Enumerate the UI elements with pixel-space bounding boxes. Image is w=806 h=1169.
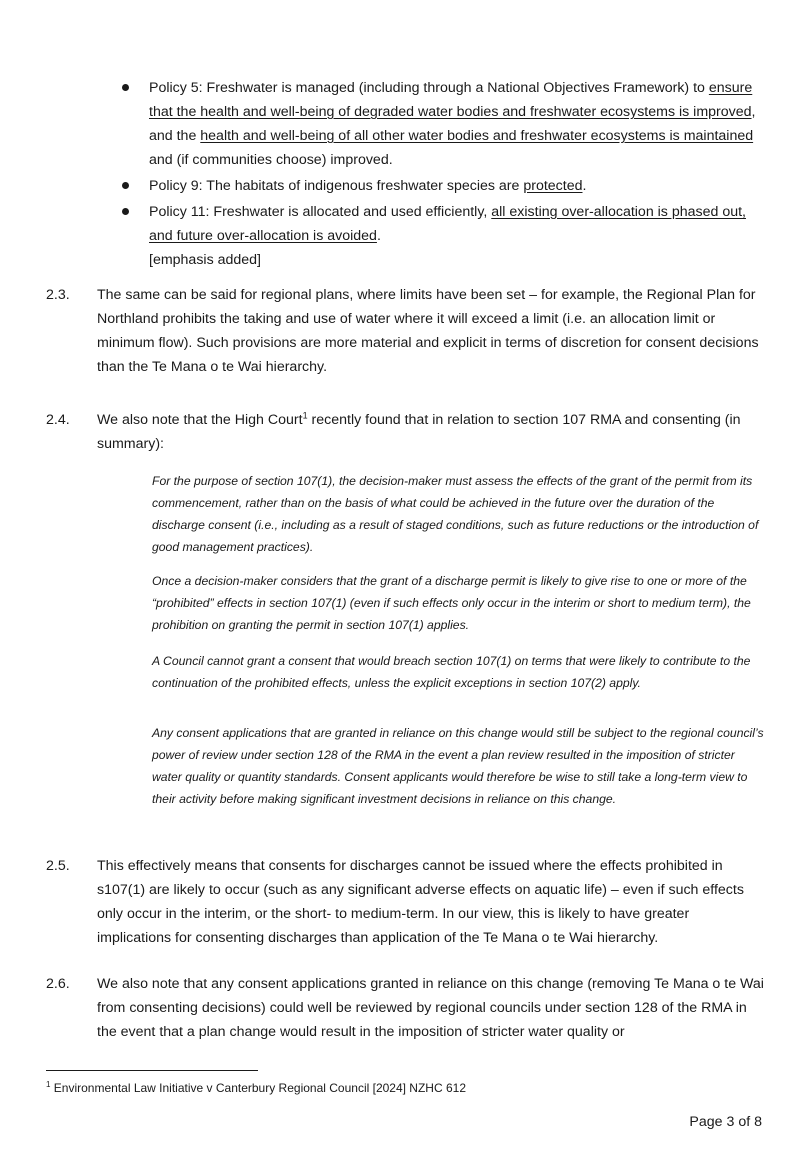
- policy-5-underlined-2: health and well-being of all other water bodies and freshwater ecosystems is maintained: [200, 128, 754, 144]
- quote-text: Any consent applications that are granted in reliance on this change would still be subject to the regional council’s power of review under section 128 of the RMA in the event a plan review resulted in the imposition of stricter water quality or quantity standards. Consent applicants would therefore be wise to still take a long-term view to their activity before making significant investment decisions in reliance on this change.: [152, 726, 764, 806]
- paragraph-2-3: [46, 283, 766, 379]
- emphasis-note: [emphasis added]: [149, 252, 261, 268]
- quote-paragraph-3: [152, 650, 764, 694]
- paragraph-text: [97, 408, 766, 456]
- paragraph-text: We also note that any consent applications granted in reliance on this change (removing Te Mana o te Wai from consenting decisions) could well be reviewed by regional councils under section 128 of the RMA in the event that a plan change would result in the imposition of stricter water quality or: [97, 976, 764, 1040]
- quote-paragraph-2: [152, 570, 764, 636]
- paragraph-text: This effectively means that consents for discharges cannot be issued where the effects prohibited in s107(1) are likely to occur (such as any significant adverse effects on aquatic life) – even if such effects only occur in the interim, or the short- to medium-term. In our view, this is likely to have greater implications for consenting discharges than application of the Te Mana o te Wai hierarchy.: [97, 858, 744, 946]
- paragraph-2-6: [46, 972, 766, 1044]
- policy-11-text: Policy 11: Freshwater is allocated and used efficiently,: [149, 204, 492, 220]
- policy-5-text: Policy 5: Freshwater is managed (including through a National Objectives Framework) to: [149, 80, 709, 96]
- quote-paragraph-4: [152, 722, 764, 810]
- bullet-dot-icon: [122, 182, 129, 189]
- footnote-separator: [46, 1070, 258, 1071]
- bullet-dot-icon: [122, 84, 129, 91]
- policy-5-underlined-1: ensure that the health and well-being of degraded water bodies and freshwater ecosystems is improved: [149, 80, 753, 120]
- footnote-marker: 1: [46, 1080, 51, 1089]
- policy-9-text-2: .: [582, 178, 587, 194]
- quote-text: For the purpose of section 107(1), the decision-maker must assess the effects of the grant of the permit from its commencement, rather than on the basis of what could be achieved in the future over the duration of the discharge consent (i.e., including as a result of staged conditions, such as future reductions or the introduction of good management practices).: [152, 474, 759, 554]
- quote-paragraph-1: [152, 470, 764, 558]
- paragraph-2-4: [46, 408, 766, 456]
- bullet-policy-9: [120, 174, 760, 198]
- paragraph-number: 2.4.: [46, 412, 70, 428]
- paragraph-number: 2.6.: [46, 976, 70, 992]
- paragraph-text: The same can be said for regional plans, where limits have been set – for example, the Regional Plan for Northland prohibits the taking and use of water where it will exceed a limit (i.e. an allocation limit or minimum flow). Such provisions are more material and explicit in terms of discretion for consent decisions than the Te Mana o te Wai hierarchy.: [97, 287, 759, 375]
- policy-9-text: Policy 9: The habitats of indigenous freshwater species are: [149, 178, 524, 194]
- footnote-text: Environmental Law Initiative v Canterbury Regional Council [2024] NZHC 612: [50, 1081, 466, 1095]
- paragraph-number: 2.3.: [46, 287, 70, 303]
- footnote: [46, 1079, 466, 1097]
- footnote-reference[interactable]: 1: [302, 410, 308, 421]
- page-number: Page 3 of 8: [689, 1114, 762, 1130]
- policy-11-underlined: all existing over-allocation is phased out, and future over-allocation is avoided: [149, 204, 746, 244]
- paragraph-2-5: [46, 854, 766, 950]
- paragraph-number: 2.5.: [46, 858, 70, 874]
- quote-text: Once a decision-maker considers that the grant of a discharge permit is likely to give rise to one or more of the “prohibited” effects in section 107(1) (even if such effects only occur in the interim or short to medium term), the prohibition on granting the permit in section 107(1) applies.: [152, 574, 751, 632]
- policy-11-text-2: .: [376, 228, 381, 244]
- policy-bullet-list: [120, 76, 760, 274]
- bullet-policy-11: [120, 200, 760, 272]
- paragraph-text-before: We also note that the High Court: [97, 412, 303, 428]
- bullet-policy-5: [120, 76, 760, 172]
- bullet-dot-icon: [122, 208, 129, 215]
- policy-5-text-3: and (if communities choose) improved.: [149, 152, 393, 168]
- quote-text: A Council cannot grant a consent that would breach section 107(1) on terms that were likely to contribute to the continuation of the prohibited effects, unless the explicit exceptions in section 107(2) apply.: [152, 654, 751, 690]
- policy-5-text-2: , and the: [149, 104, 756, 144]
- paragraph-text-after: recently found that in relation to section 107 RMA and consenting (in summary):: [97, 412, 741, 452]
- policy-9-underlined: protected: [523, 178, 583, 194]
